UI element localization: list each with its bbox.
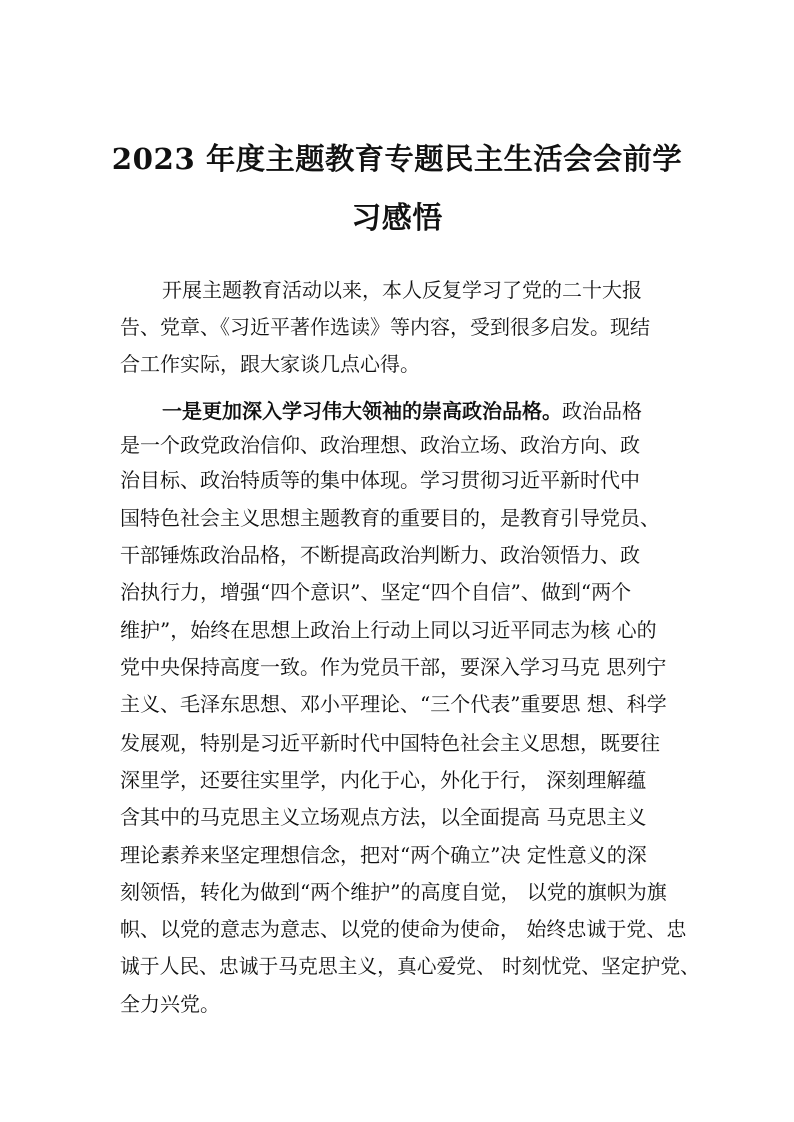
section-1-line: 全力兴党。 xyxy=(120,992,220,1016)
intro-line-2: 告、党章、《习近平著作选读》等内容，受到很多启发。现结 xyxy=(120,315,650,339)
section-1-line: 干部锤炼政治品格，不断提高政治判断力、政治领悟力、政 xyxy=(120,543,640,567)
section-1-line: 党中央保持高度一致。作为党员干部，要深入学习马克 思列宁 xyxy=(120,655,667,679)
document-title-line-1: 2023 年度主题教育专题民主生活会会前学 xyxy=(111,142,683,176)
section-1-first-line-rest: 政治品格 xyxy=(562,399,642,423)
document-title-line-2: 习感悟 xyxy=(351,201,443,236)
section-1-line: 是一个政党政治信仰、政治理想、政治立场、政治方向、政 xyxy=(120,433,640,457)
section-1-lead: 一是更加深入学习伟大领袖的崇高政治品格。 xyxy=(162,399,562,423)
section-1-line: 理论素养来坚定理想信念，把对“两个确立”决 定性意义的深 xyxy=(120,843,647,867)
section-1-line: 含其中的马克思主义立场观点方法，以全面提高 马克思主义 xyxy=(120,805,647,829)
intro-line-3: 合工作实际，跟大家谈几点心得。 xyxy=(120,352,420,376)
intro-line-1: 开展主题教育活动以来，本人反复学习了党的二十大报 xyxy=(162,278,642,302)
section-1-line: 刻领悟，转化为做到“两个维护”的高度自觉， 以党的旗帜为旗 xyxy=(120,880,667,904)
section-1-line-1 xyxy=(162,397,642,425)
section-1-line: 国特色社会主义思想主题教育的重要目的，是教育引导党员、 xyxy=(120,506,660,530)
section-1-line: 帜、以党的意志为意志、以党的使命为使命， 始终忠诚于党、忠 xyxy=(120,917,687,941)
section-1-line: 深里学，还要往实里学，内化于心，外化于行， 深刻理解蕴 xyxy=(120,768,647,792)
section-1-line: 主义、毛泽东思想、邓小平理论、“三个代表”重要思 想、科学 xyxy=(120,692,667,716)
section-1-line: 维护”，始终在思想上政治上行动上同以习近平同志为核 心的 xyxy=(120,618,657,642)
section-1-line: 诚于人民、忠诚于马克思主义，真心爱党、 时刻忧党、坚定护党、 xyxy=(120,955,700,978)
section-1-line: 治执行力，增强“四个意识”、坚定“四个自信”、做到“两个 xyxy=(120,580,632,604)
section-1-line: 发展观，特别是习近平新时代中国特色社会主义思想，既要往 xyxy=(120,731,660,755)
section-1-line: 治目标、政治特质等的集中体现。学习贯彻习近平新时代中 xyxy=(120,468,640,492)
